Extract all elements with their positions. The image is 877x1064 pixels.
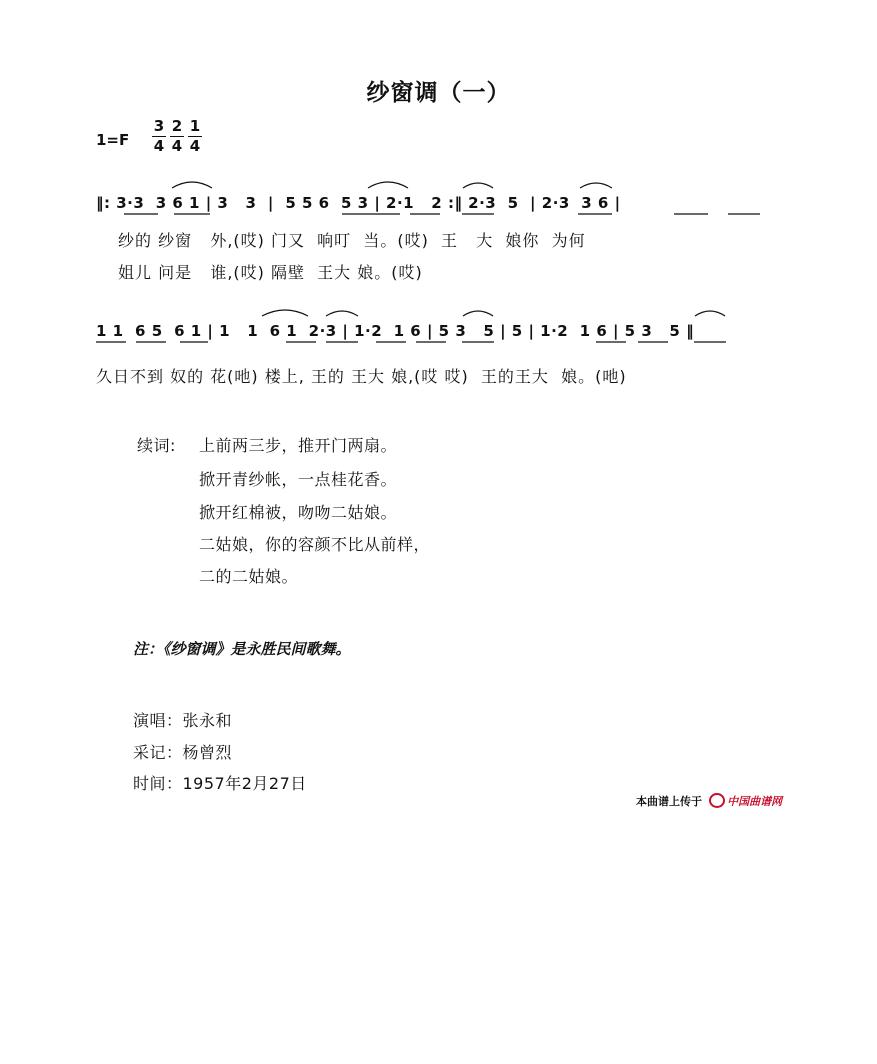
slur-mark: [326, 311, 358, 316]
origin-note: 注：《纱窗调》是永胜民间歌舞。: [133, 640, 351, 658]
time-signature-numerator: 1: [189, 117, 201, 135]
brand-logo-icon: [709, 793, 725, 808]
time-signature-denominator: 4: [189, 137, 201, 155]
time-signature-numerator: 3: [153, 117, 165, 135]
continuation-line: 掀开红棉被，吻吻二姑娘。: [199, 503, 398, 522]
continuation-label: 续词:: [137, 436, 176, 455]
time-signature-numerator: 2: [171, 117, 183, 135]
continuation-line: 二姑娘，你的容颜不比从前样，: [199, 535, 431, 554]
upload-text: 本曲谱上传于: [636, 795, 702, 808]
slur-mark: [368, 182, 408, 188]
page-title: 纱窗调（一）: [366, 80, 511, 106]
brand-name: 中国曲谱网: [727, 795, 783, 808]
continuation-line: 掀开青纱帐，一点桂花香。: [199, 470, 398, 489]
notation-line-1: ‖: 3·3 3 6 1 | 3 3 | 5 5 6 5 3 | 2·1 2 :‖ 2·3 5 | 2·3 3 6 |: [96, 194, 621, 212]
time-signature-denominator: 4: [171, 137, 183, 155]
upload-footer: [636, 790, 782, 809]
slur-mark: [262, 310, 308, 316]
slur-mark: [463, 311, 493, 316]
time-signature-denominator: 4: [153, 137, 165, 155]
slur-mark: [463, 183, 493, 188]
recorder-credit: 采记：杨曾烈: [133, 743, 233, 762]
continuation-line: 上前两三步，推开门两扇。: [199, 436, 398, 455]
slur-mark: [695, 311, 725, 316]
singer-credit: 演唱：张永和: [133, 711, 233, 730]
date-credit: 时间：1957年2月27日: [133, 774, 307, 793]
slur-mark: [172, 182, 212, 188]
lyrics-line-2: 久日不到 奴的 花(吔) 楼上, 王的 王大 娘,(哎 哎) 王的王大 娘。(吔): [96, 367, 627, 386]
key-signature: 1=F: [96, 131, 130, 149]
continuation-line: 二的二姑娘。: [199, 567, 299, 586]
slur-mark: [580, 183, 612, 188]
lyrics-line-1-verse-1: 纱的 纱窗 外,(哎) 门又 响叮 当。(哎) 王 大 娘你 为何: [118, 231, 586, 250]
lyrics-line-1-verse-2: 姐儿 问是 谁,(哎) 隔壁 王大 娘。(哎): [118, 263, 423, 282]
notation-line-2: 1 1 6 5 6 1 | 1 1 6 1 2·3 | 1·2 1 6 | 5 3 5 | 5 | 1·2 1 6 | 5 3 5 ‖: [96, 322, 695, 340]
